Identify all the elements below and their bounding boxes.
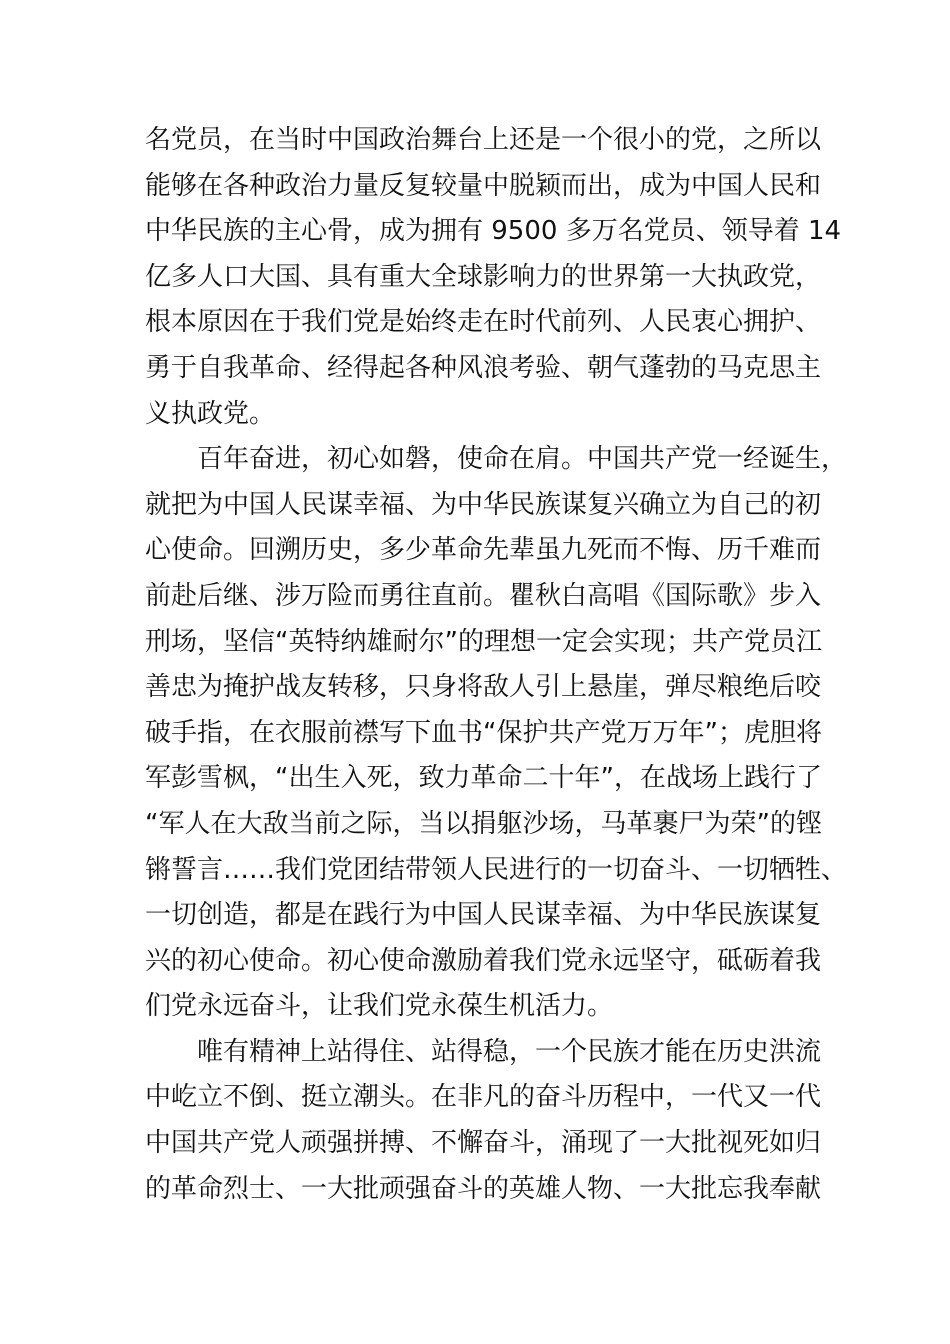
paragraph-first-line: 唯有精神上站得住、站得稳，一个民族才能在历史洪流 [197, 1036, 822, 1067]
text-line: 就把为中国人民谋幸福、为中华民族谋复兴确立为自己的初 [145, 489, 822, 520]
text-line: 的革命烈士、一大批顽强奋斗的英雄人物、一大批忘我奉献 [145, 1173, 822, 1204]
body-text [145, 118, 848, 1212]
text-line: 善忠为掩护战友转移，只身将敌人引上悬崖，弹尽粮绝后咬 [145, 672, 822, 703]
text-line: 中国共产党人顽强拼搏、不懈奋斗，涌现了一大批视死如归 [145, 1128, 822, 1159]
text-line: 中华民族的主心骨，成为拥有 9500 多万名党员、领导着 14 [145, 216, 842, 247]
text-line: 兴的初心使命。初心使命激励着我们党永远坚守，砥砺着我 [145, 945, 822, 976]
text-line: 中屹立不倒、挺立潮头。在非凡的奋斗历程中，一代又一代 [145, 1082, 822, 1113]
text-line: 根本原因在于我们党是始终走在时代前列、人民衷心拥护、 [145, 307, 822, 338]
text-line: 亿多人口大国、具有重大全球影响力的世界第一大执政党， [145, 261, 822, 292]
text-line: 锵誓言……我们党团结带领人民进行的一切奋斗、一切牺牲、 [145, 854, 848, 885]
text-line: 心使命。回溯历史，多少革命先辈虽九死而不悔、历千难而 [145, 535, 822, 566]
text-line: 能够在各种政治力量反复较量中脱颖而出，成为中国人民和 [145, 170, 822, 201]
text-line: 前赴后继、涉万险而勇往直前。瞿秋白高唱《国际歌》步入 [145, 580, 822, 611]
text-line: 一切创造，都是在践行为中国人民谋幸福、为中华民族谋复 [145, 900, 822, 931]
text-line: 破手指，在衣服前襟写下血书“保护共产党万万年”；虎胆将 [145, 717, 822, 748]
text-line: 军彭雪枫，“出生入死，致力革命二十年”，在战场上践行了 [145, 763, 822, 794]
paragraph-first-line: 百年奋进，初心如磐，使命在肩。中国共产党一经诞生， [197, 444, 848, 475]
text-line: 们党永远奋斗，让我们党永葆生机活力。 [145, 991, 614, 1022]
text-line: 刑场，坚信“英特纳雄耐尔”的理想一定会实现；共产党员江 [145, 626, 822, 657]
text-line: 勇于自我革命、经得起各种风浪考验、朝气蓬勃的马克思主 [145, 352, 822, 383]
text-line: “军人在大敌当前之际，当以捐躯沙场，马革裹尸为荣”的铿 [145, 808, 822, 839]
text-line: 名党员，在当时中国政治舞台上还是一个很小的党，之所以 [145, 125, 822, 155]
text-line: 义执政党。 [145, 398, 276, 429]
